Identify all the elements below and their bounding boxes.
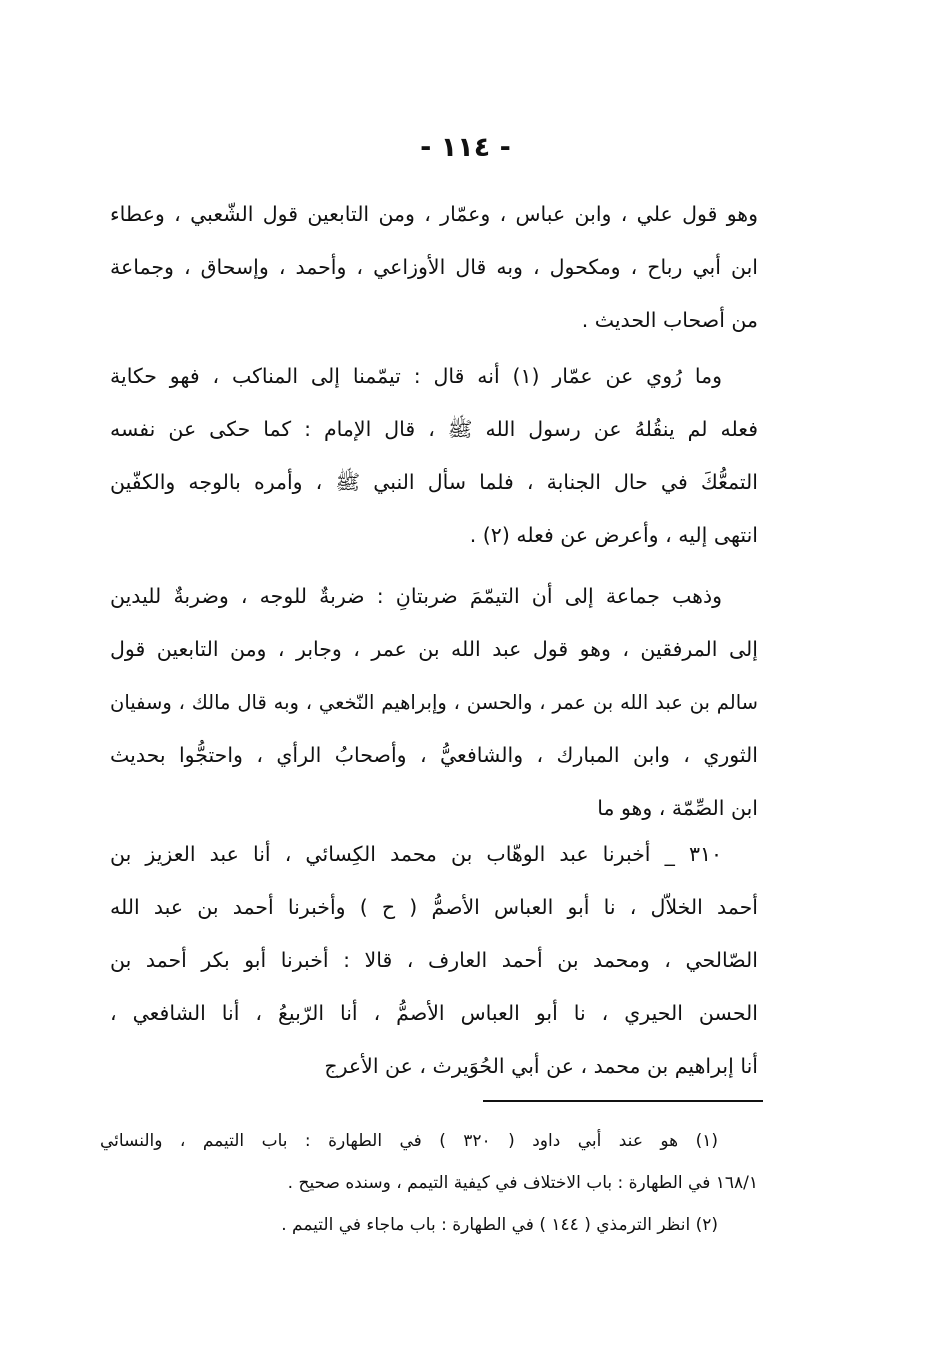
text-line: سالم بن عبد الله بن عمر ، والحسن ، وإبراهيم النّخعي ، وبه قال مالك ، وسفيان: [110, 691, 758, 714]
text-line: وهو قول علي ، وابن عباس ، وعمّار ، ومن التابعين قول الشّعبي ، وعطاء: [110, 202, 758, 226]
paragraph-1: [110, 188, 758, 347]
hadith-310: [110, 828, 758, 1093]
footnotes: [100, 1120, 758, 1246]
footnote-line: (١) هو عند أبي داود ( ٣٢٠ ) في الطهارة : باب التيمم ، والنسائي: [100, 1131, 718, 1151]
text-line: ٣١٠ _ أخبرنا عبد الوهّاب بن محمد الكِسائي ، أنا عبد العزيز بن: [110, 842, 722, 866]
page-number: - ١١٤ -: [420, 132, 511, 163]
text-line: وذهب جماعة إلى أن التيمّمَ ضربتانِ : ضربةٌ للوجه ، وضربةٌ لليدين: [110, 584, 722, 608]
text-line: وما رُوي عن عمّار (١) أنه قال : تيمّمنا إلى المناكب ، فهو حكاية: [110, 364, 722, 388]
footnote-line: (٢) انظر الترمذي ( ١٤٤ ) في الطهارة : باب ماجاء في التيمم .: [281, 1215, 718, 1235]
text-line: إلى المرفقين ، وهو قول عبد الله بن عمر ، وجابر ، ومن التابعين قول: [110, 637, 758, 661]
text-line: انتهى إليه ، وأعرض عن فعله (٢) .: [469, 523, 758, 547]
text-line: التمعُّكَ في حال الجنابة ، فلما سأل النبي ﷺ ، وأمره بالوجه والكفّين: [110, 470, 758, 494]
paragraph-2: [110, 350, 758, 562]
text-line: ابن أبي رباح ، ومكحول ، وبه قال الأوزاعي ، وأحمد ، وإسحاق ، وجماعة: [110, 255, 758, 279]
text-line: أنا إبراهيم بن محمد ، عن أبي الحُوَيرث ، عن الأعرج: [324, 1054, 758, 1078]
text-line: من أصحاب الحديث .: [581, 308, 758, 332]
text-line: أحمد الخلاّل ، نا أبو العباس الأصمُّ ( ح ) وأخبرنا أحمد بن عبد الله: [110, 895, 758, 919]
paragraph-3: [110, 570, 758, 835]
text-line: الصّالحي ، ومحمد بن أحمد العارف ، قالا : أخبرنا أبو بكر أحمد بن: [110, 948, 758, 972]
footnote-line: ١٦٨/١ في الطهارة : باب الاختلاف في كيفية التيمم ، وسنده صحيح .: [287, 1173, 758, 1193]
text-line: الحسن الحيري ، نا أبو العباس الأصمُّ ، أنا الرّبيعُ ، أنا الشافعي ،: [110, 1001, 758, 1025]
footnote-divider: [483, 1100, 763, 1102]
text-line: ابن الصِّمّة ، وهو ما: [597, 796, 758, 820]
text-line: فعله لم ينقُلهُ عن رسول الله ﷺ ، قال الإمام : كما حكى عن نفسه: [110, 417, 758, 441]
text-line: الثوري ، وابن المبارك ، والشافعيُّ ، وأصحابُ الرأي ، واحتجُّوا بحديث: [110, 743, 758, 767]
